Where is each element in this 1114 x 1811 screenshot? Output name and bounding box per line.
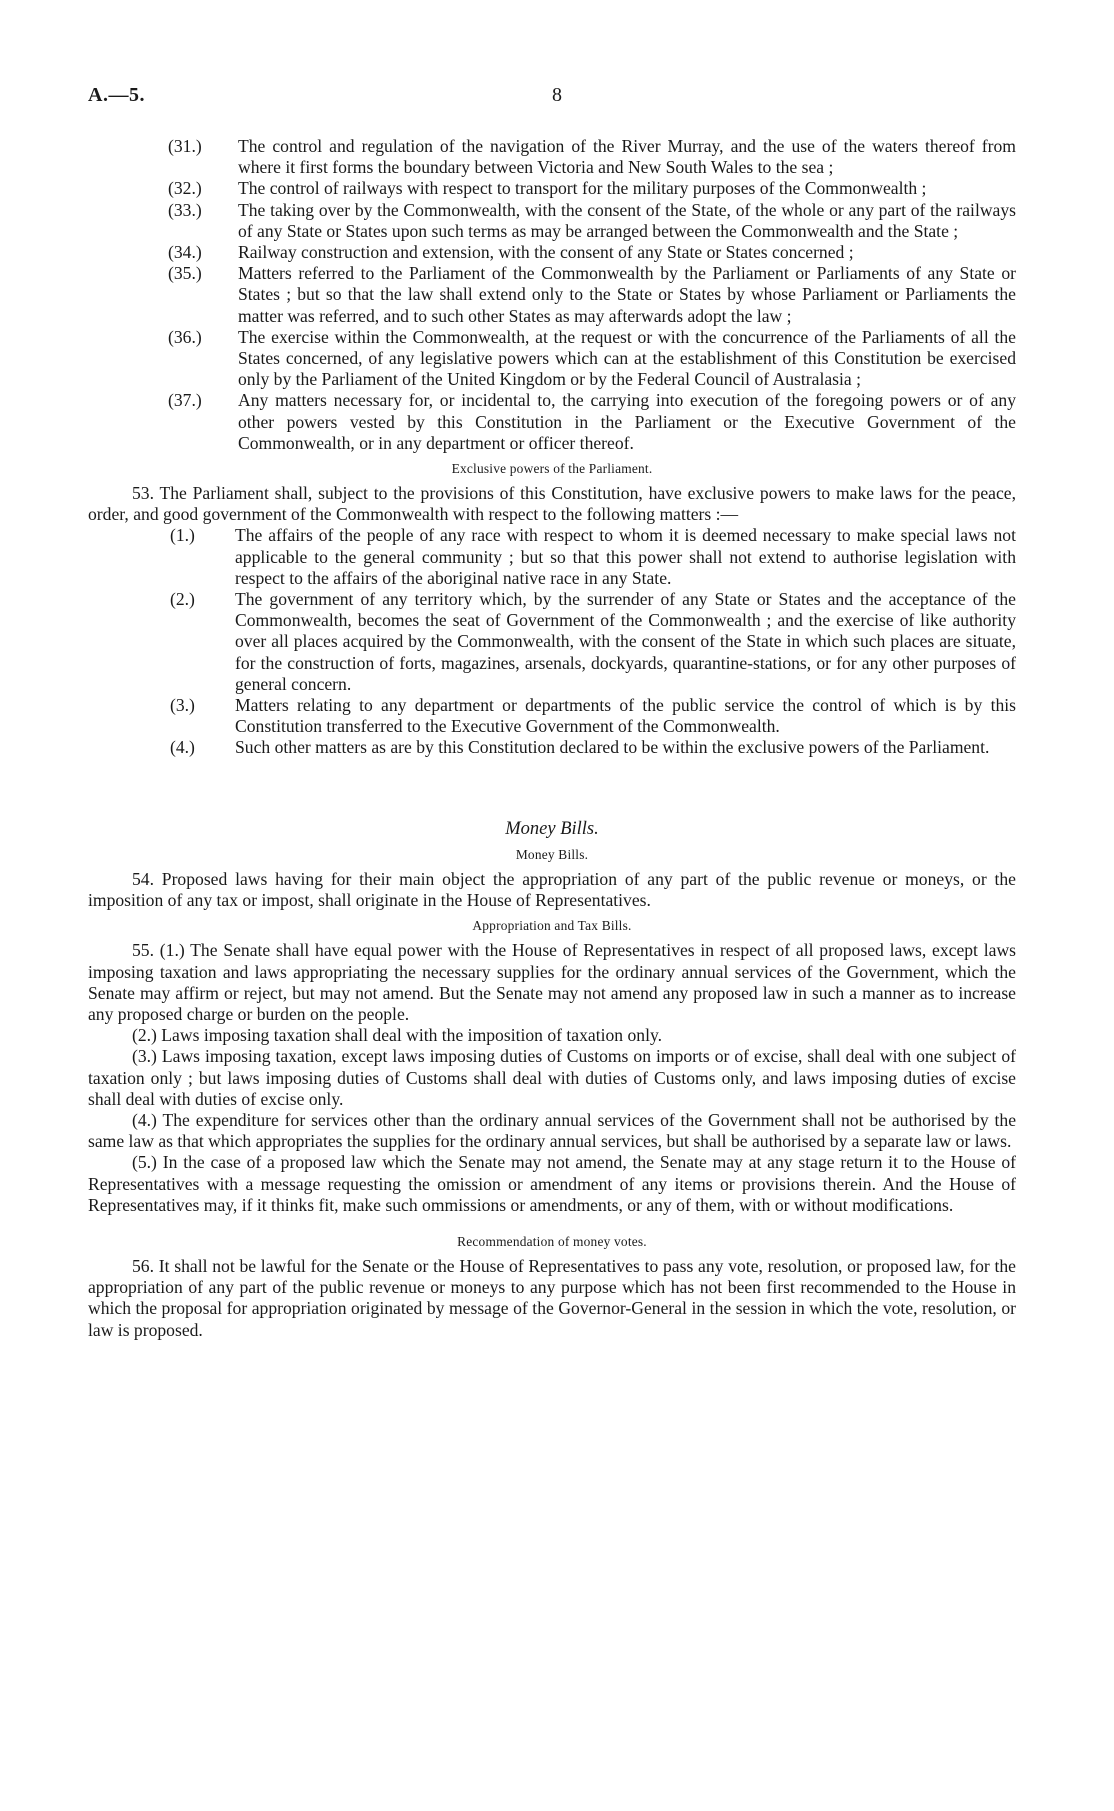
item-text: Matters relating to any department or departments of the public service the control of which is by this Constitution transferred to the Executive Government of the Commonwealth. <box>235 695 1016 737</box>
page-body <box>88 136 1016 1341</box>
section-55-2: (2.) Laws imposing taxation shall deal with the imposition of taxation only. <box>132 1025 663 1046</box>
section-heading-recommendation: Recommendation of money votes. <box>457 1233 647 1249</box>
section-55-3: (3.) Laws imposing taxation, except laws imposing duties of Customs on imports or of excise, shall deal with one subject of taxation only ; but laws imposing duties of Customs shall deal with duties of Customs only, and laws imposing duties of excise shall deal with duties of excise only. <box>88 1046 1016 1109</box>
item-number: (34.) <box>168 242 202 263</box>
section-heading-appropriation: Appropriation and Tax Bills. <box>472 918 632 934</box>
item-number: (32.) <box>168 178 202 199</box>
item-text: Such other matters as are by this Constitution declared to be within the exclusive powers of the Parliament. <box>235 737 990 758</box>
section-56: 56. It shall not be lawful for the Senate or the House of Representatives to pass any vote, resolution, or proposed law, for the appropriation of any part of the public revenue or moneys to any purpose which has not been first recommended to the House in which the proposal for appropriation originated by message of the Governor-General in the session in which the vote, resolution, or law is proposed. <box>88 1255 1016 1340</box>
section-54: 54. Proposed laws having for their main object the appropriation of any part of the public revenue or moneys, or the imposition of any tax or impost, shall originate in the House of Representatives. <box>88 868 1016 911</box>
part-title-money-bills: Money Bills. <box>505 818 599 839</box>
item-text: Matters referred to the Parliament of the Commonwealth by the Parliament or Parliaments of any State or States ; but so that the law shall extend only to the State or States by whose Parliament or Parliaments the matter was referred, and to such other States as may afterwards adopt the law ; <box>238 263 1016 326</box>
item-number: (35.) <box>168 263 202 284</box>
document-reference: A.—5. <box>88 84 145 106</box>
item-number: (33.) <box>168 199 202 220</box>
list-item <box>88 525 1016 589</box>
list-item <box>88 200 1016 242</box>
item-text: Any matters necessary for, or incidental to, the carrying into execution of the foregoing powers or of any other powers vested by this Constitution in the Parliament or the Executive Government of the Commonwealth, or in any department or officer thereof. <box>238 390 1016 453</box>
item-text: Railway construction and extension, with the consent of any State or States concerned ; <box>238 242 854 263</box>
section-53-intro: 53. The Parliament shall, subject to the provisions of this Constitution, have exclusive powers to make laws for the peace, order, and good government of the Commonwealth with respect to the following matters :— <box>88 483 1016 525</box>
item-text: The taking over by the Commonwealth, with the consent of the State, of the whole or any part of the railways of any State or States upon such terms as may be arranged between the Commonwealth and the State ; <box>238 199 1016 241</box>
item-number: (2.) <box>170 589 195 610</box>
legislative-powers-list <box>88 136 1016 454</box>
exclusive-powers-list <box>88 525 1016 758</box>
page-header <box>88 84 1026 114</box>
item-text: The control of railways with respect to transport for the military purposes of the Commonwealth ; <box>238 178 927 199</box>
item-number: (31.) <box>168 136 202 156</box>
item-number: (37.) <box>168 390 202 411</box>
section-55-5: (5.) In the case of a proposed law which the Senate may not amend, the Senate may at any stage return it to the House of Representatives with a message requesting the omission or amendment of any items or provisions therein. And the House of Representatives may, if it thinks fit, make such ommissions or amendments, or any of them, with or without modifications. <box>88 1152 1016 1215</box>
list-item <box>88 242 1016 263</box>
item-text: The affairs of the people of any race with respect to whom it is deemed necessary to make special laws not applicable to the general community ; but so that this power shall not extend to authorise legislation with respect to the affairs of the aboriginal native race in any State. <box>235 525 1016 588</box>
section-55-1: 55. (1.) The Senate shall have equal power with the House of Representatives in respect of all proposed laws, except laws imposing taxation and laws appropriating the necessary supplies for the ordinary annual services of the Government, which the Senate may affirm or reject, but may not amend. But the Senate may not amend any proposed law in such a manner as to increase any proposed charge or burden on the people. <box>88 940 1016 1024</box>
item-number: (3.) <box>170 695 195 716</box>
item-number: (1.) <box>170 525 195 546</box>
item-text: The exercise within the Commonwealth, at the request or with the concurrence of the Parliaments of all the States concerned, of any legislative powers which can at the establishment of this Constitution be exercised only by the Parliament of the United Kingdom or by the Federal Council of Australasia ; <box>238 326 1016 390</box>
item-number: (4.) <box>170 737 195 758</box>
item-number: (36.) <box>168 326 202 347</box>
section-heading-exclusive-powers: Exclusive powers of the Parliament. <box>451 461 653 477</box>
list-item <box>88 136 1016 178</box>
page-number: 8 <box>552 84 562 106</box>
list-item <box>88 737 1016 758</box>
section-55-4: (4.) The expenditure for services other than the ordinary annual services of the Government shall not be authorised by the same law as that which appropriates the supplies for the ordinary annual services, but shall be authorised by a separate law or laws. <box>88 1109 1016 1152</box>
list-item <box>88 327 1016 391</box>
list-item <box>88 695 1016 737</box>
item-text: The control and regulation of the navigation of the River Murray, and the use of the waters thereof from where it first forms the boundary between Victoria and New South Wales to the sea ; <box>238 136 1016 178</box>
section-heading-money-bills: Money Bills. <box>515 846 589 862</box>
list-item <box>88 390 1016 454</box>
list-item <box>88 178 1016 199</box>
item-text: The government of any territory which, by the surrender of any State or States and the acceptance of the Commonwealth, becomes the seat of Government of the Commonwealth ; and the exercise of like authority over all places acquired by the Commonwealth, with the consent of the State in which such places are situate, for the construction of forts, magazines, arsenals, dockyards, quarantine-stations, or for any other purposes of general concern. <box>235 589 1016 694</box>
list-item <box>88 263 1016 327</box>
list-item <box>88 589 1016 695</box>
